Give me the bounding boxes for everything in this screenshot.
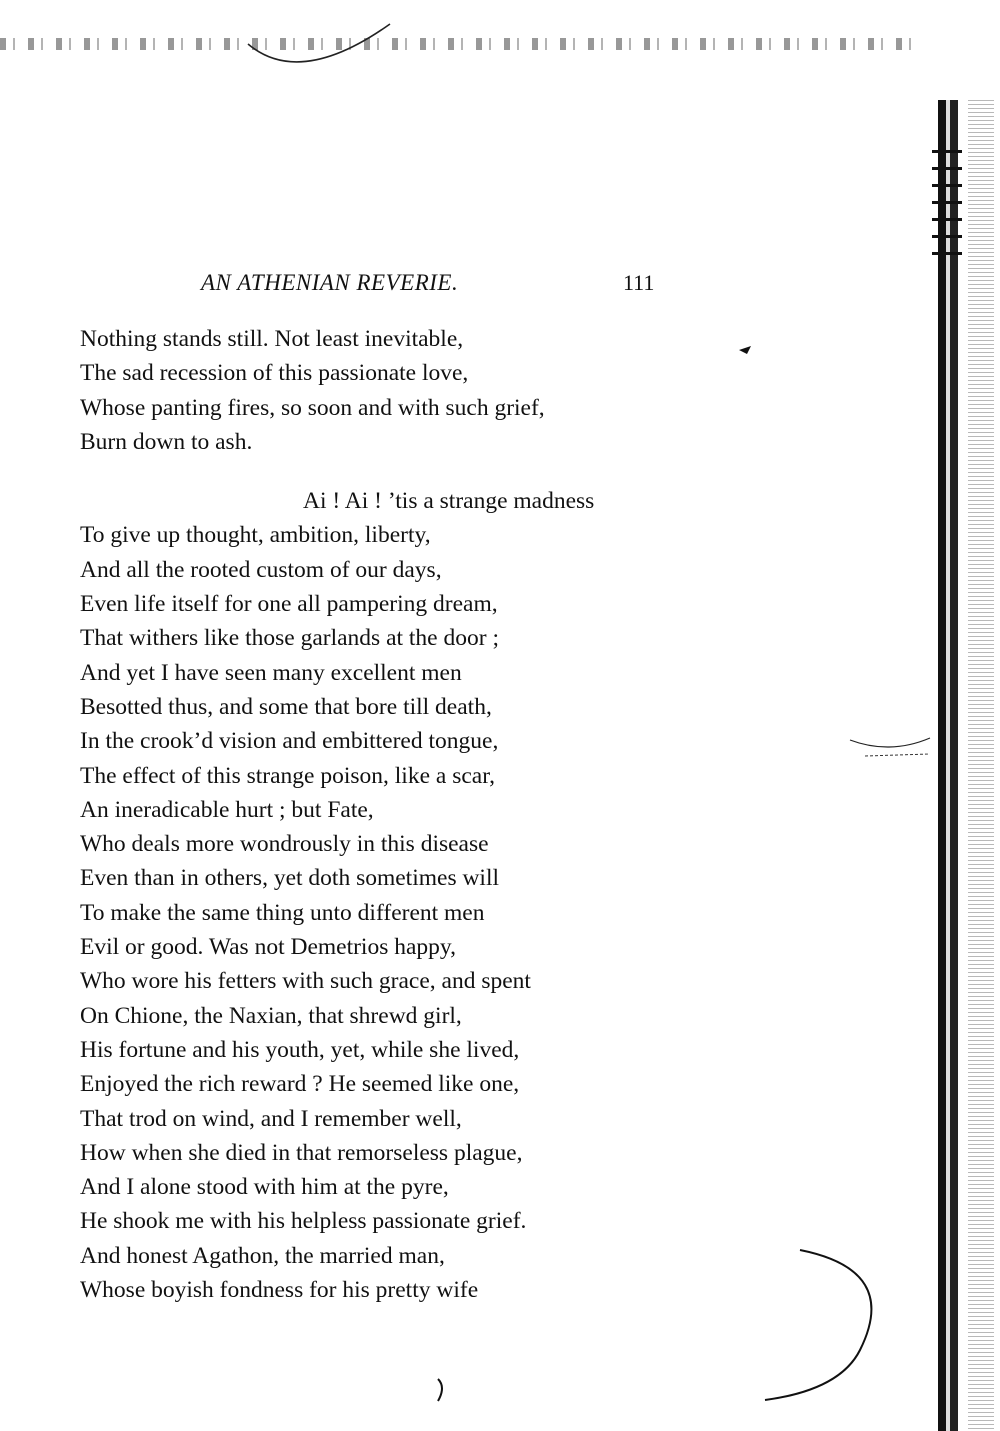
poem-text [0,322,900,1307]
verse-line: That trod on wind, and I remember well, [80,1105,462,1132]
verse-line: He shook me with his helpless passionate grief. [80,1208,527,1235]
verse-line: How when she died in that remorseless plague, [80,1139,523,1166]
verse-line-indented: Ai ! Ai ! ’tis a strange madness [303,488,595,515]
verse-line: In the crook’d vision and embittered tongue, [80,728,499,755]
verse-line: Burn down to ash. [80,428,253,455]
verse-line: Enjoyed the rich reward ? He seemed like one, [80,1071,520,1098]
scan-noise-top [0,38,920,50]
verse-line: The effect of this strange poison, like a scar, [80,762,495,789]
verse-line: Besotted thus, and some that bore till death, [80,693,492,720]
verse-line: Nothing stands still. Not least inevitable, [80,326,464,352]
running-title: AN ATHENIAN REVERIE. [201,270,459,295]
verse-line: Whose boyish fondness for his pretty wife [80,1277,479,1304]
verse-line: Who wore his fetters with such grace, and spent [80,968,531,995]
verse-line: And honest Agathon, the married man, [80,1242,445,1269]
scan-speck [430,1375,450,1405]
stanza-break [0,459,900,484]
verse-line: And all the rooted custom of our days, [80,556,442,583]
verse-line: On Chione, the Naxian, that shrewd girl, [80,1002,462,1029]
page-number: 111 [623,270,655,295]
verse-line: That withers like those garlands at the door ; [80,625,499,652]
scan-arc-mark [240,18,400,70]
verse-line: Even than in others, yet doth sometimes will [80,865,500,892]
verse-line: Evil or good. Was not Demetrios happy, [80,934,457,961]
verse-line: His fortune and his youth, yet, while she lived, [80,1036,520,1063]
verse-line: And I alone stood with him at the pyre, [80,1174,449,1201]
verse-line: And yet I have seen many excellent men [80,659,462,686]
verse-line: To make the same thing unto different men [80,899,485,926]
verse-line: The sad recession of this passionate love, [80,360,469,387]
verse-line: Whose panting fires, so soon and with such grief, [80,394,545,421]
verse-line: Even life itself for one all pampering dream, [80,591,498,618]
page-header [0,270,1000,300]
verse-line: An ineradicable hurt ; but Fate, [80,796,374,823]
verse-line: Who deals more wondrously in this disease [80,831,489,858]
verse-line: To give up thought, ambition, liberty, [80,522,431,549]
